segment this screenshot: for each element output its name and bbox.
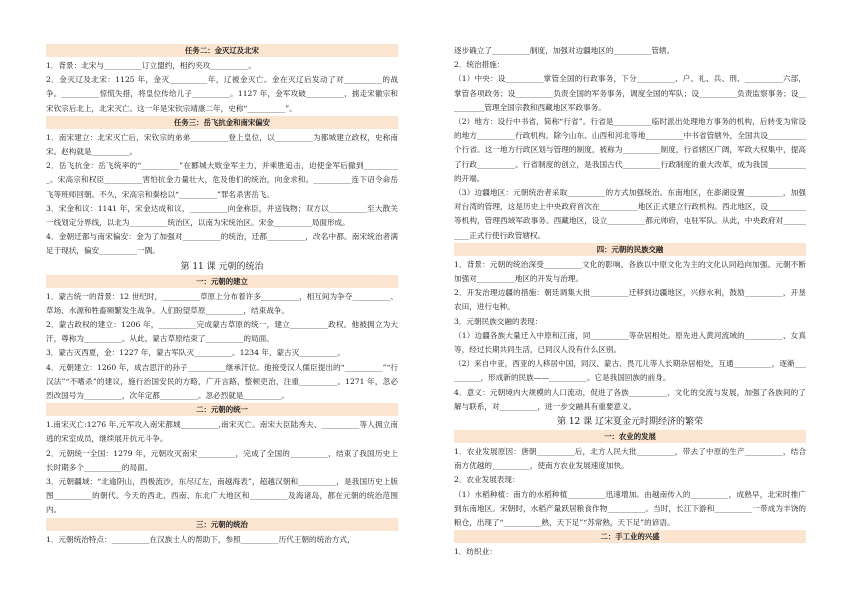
section-header-agriculture: 一：农业的发展 <box>454 430 806 443</box>
paragraph: 1．元朝统治特点：__________在汉族士人的帮助下，参照__________历代王朝的统治方式， <box>46 534 355 544</box>
paragraph: 1．背景：北宋与__________订立盟约，相约夹攻__________。 <box>46 61 256 70</box>
paragraph: 3．宋金和议：1141 年，宋金达成和议，__________向金称臣，并送钱物；双方以__________至大散关一线划定分界线，以北为__________统治区，以南为宋统治区。宋金__________局面形成。 <box>46 203 398 228</box>
paragraph: 4．金朝迁都与南宋偏安：金为了加强对__________的统治，迁都__________，改名中都。南宋统治者满足于现状，偏安__________一隅。 <box>46 232 398 256</box>
section-header-task3: 任务三：岳飞抗金和南宋偏安 <box>46 116 398 129</box>
paragraph: （3）边疆地区：元朝统治者采取__________的方式加强统治。东南地区，在澎湖设置__________，加强对台湾的管理，这是历史上中央政府首次在__________地区正式建立行政机构。西北地区，设__________等机构，管理西域军政事务。西藏地区，设立__________都元帅府，屯驻军队。从此，中央政府对__________正式行使行政管辖权。 <box>454 188 806 240</box>
paragraph: 2．金灭辽及北宋：1125 年，金灭__________年，辽被金灭亡。金在灭辽后发动了对__________的战争。__________惊慌失措，将皇位传给儿子__________。1127 年，金军攻破__________，掳走宋徽宗和宋钦宗后北上，北宋灭亡。这一年是宋钦宗靖康二年，史称“__________”。 <box>46 75 398 113</box>
paragraph: （1）水稻种植：南方的水稻种植__________迅速增加。由越南传入的__________，成熟早，北宋时推广到东南地区。宋朝时，水稻产量跃居粮食作物__________。当时，长江下游和__________一带成为丰饶的粮仓，出现了“__________熟，天下足”“苏常熟，天下足”的谚语。 <box>454 489 806 528</box>
paragraph: 2．农业发展表现： <box>454 475 520 485</box>
section-header-yuan-unify: 二：元朝的统一 <box>46 403 398 416</box>
section-header-yuan-founding: 一：元朝的建立 <box>46 275 398 288</box>
paragraph: （1）边疆各族大量迁入中原和江南，同__________等杂居相处。原先进入黄河流域的__________、女真等，经过长期共同生活，已同汉人没有什么区别。 <box>454 330 806 355</box>
paragraph: （2）来自中亚，西亚的人移居中国，同汉、蒙古、畏兀儿等人长期杂居相处，互通__________，逐渐__________，形成新的民族——__________。它是我国回族的前身。 <box>454 359 806 383</box>
lesson-title: 第 11 课 元朝的统治 <box>180 261 264 272</box>
paragraph: 3．元朝民族交融的表现： <box>454 316 543 326</box>
section-header-task2: 任务二：金灭辽及北宋 <box>46 44 398 57</box>
paragraph: （2）地方：设行中书省，简称“行省”。行省是__________临时派出处理地方事务的机构，后转变为常设的地方__________行政机构。除今山东、山西和河北等地__________中书省管辖外，全国共设__________个行省。这一地方行政区划与管理的制度，被称为__________制度，行省辖区广阔，军政大权集中，提高了行政__________。行省制度的创立，是我国古代__________行政制度的重大改革，成为我国__________的开端。 <box>454 117 806 183</box>
section-header-yuan-rule: 三：元朝的统治 <box>46 518 398 531</box>
paragraph: 1.南宋灭亡:1276 年,元军攻入南宋都城__________,南宋灭亡。南宋大臣陆秀夫、__________等人拥立南逃的宋室成员，继续展开抗元斗争。 <box>46 420 398 444</box>
paragraph: 3．元朝疆域：“北逾阴山，西极流沙，东尽辽左，南越海表”，超越汉朝和__________，是我国历史上版图__________的朝代。今天的西北、西南、东北广大地区和__________及海诸岛，都在元朝的统治范围内。 <box>46 477 398 515</box>
paragraph: 1．南宋建立：北宋灭亡后，宋钦宗的弟弟__________登上皇位，以__________为都城建立政权，史称南宋。赵构就是__________。 <box>46 132 398 157</box>
paragraph: 2．元朝统一全国：1279 年，元朝攻灭南宋__________，完成了全国的__________，结束了我国历史上长时期多个__________的局面。 <box>46 448 398 472</box>
paragraph: 1．纺织业： <box>454 547 497 557</box>
section-header-craft: 二：手工业的兴盛 <box>454 530 806 543</box>
paragraph: 2．岳飞抗金：岳飞统率的“__________”在郾城大败金军主力，并乘胜追击，迫使金军后撤到__________。宋高宗和权臣__________害怕抗金力量壮大，危及他们的统治，向金求和。__________连下诏令命岳飞等班师回朝。不久，宋高宗和秦桧以“__________”罪名杀害岳飞。 <box>46 161 398 199</box>
paragraph: 2．蒙古政权的建立：1206 年，__________完成蒙古草原的统一，建立__________政权。他被拥立为大汗，尊称为__________。从此，蒙古草原结束了__________的局面。 <box>46 320 398 344</box>
paragraph: 2．统治措施： <box>454 60 505 70</box>
paragraph: 1．蒙古统一的背景：12 世纪时，__________草原上分布着许多__________，相互间为争夺__________、草场、水源和牲畜频繁发生战争。人们盼望草原__________，结束战争。 <box>46 291 398 315</box>
section-header-ethnic: 四：元朝的民族交融 <box>454 243 806 256</box>
paragraph: 4．意义：元朝境内大规模的人口流动，促进了各族__________、文化的交流与发展，加强了各族间的了解与联系，对__________，进一步交融具有重要意义。 <box>454 387 806 411</box>
paragraph: 1．背景：元朝的统治深受__________文化的影响，各族以中原文化为主的文化认同趋向加强。元朝不断加强对__________地区的开发与治理。 <box>454 259 806 284</box>
paragraph: 2．开发治理边疆的措施：朝廷调集大批__________迁移到边疆地区，兴修水利，鼓励__________，开垦农田，进行屯种。 <box>454 288 806 312</box>
left-column <box>46 44 398 547</box>
paragraph: 1．农业发展原因：唐朝__________后，北方人民大批__________，带去了中原的生产__________，结合南方优越的__________，使南方农业发展速度加快。 <box>454 447 806 471</box>
lesson-title: 第 12 课 辽宋夏金元时期经济的繁荣 <box>556 417 704 428</box>
paragraph: （1）中央：设__________掌管全国的行政事务，下分__________、户、礼、兵、刑、__________六部，掌管各项政务；设__________负责全国的军务事务，调度全国的军队；设__________负责监察事务；设__________管理全国宗教和西藏地区军政事务。 <box>454 74 806 112</box>
paragraph: 逐步确立了__________制度，加强对边疆地区的__________管辖。 <box>454 46 675 55</box>
paragraph: 4．元朝建立：1260 年，成吉思汗的孙子__________继承汗位。他接受汉人儒臣提出的“__________”“行汉法”“不嗜杀”的建议，施行治国安民的方略，广开言路，整顿吏治，注重__________。1271 年，忽必烈改国号为__________，次年定都__________。忽必烈就是__________。 <box>46 362 398 401</box>
paragraph: 3．蒙古灭西夏，金：1227 年，蒙古军队灭__________。1234 年，蒙古灭__________。 <box>46 348 345 358</box>
right-column <box>454 44 806 560</box>
